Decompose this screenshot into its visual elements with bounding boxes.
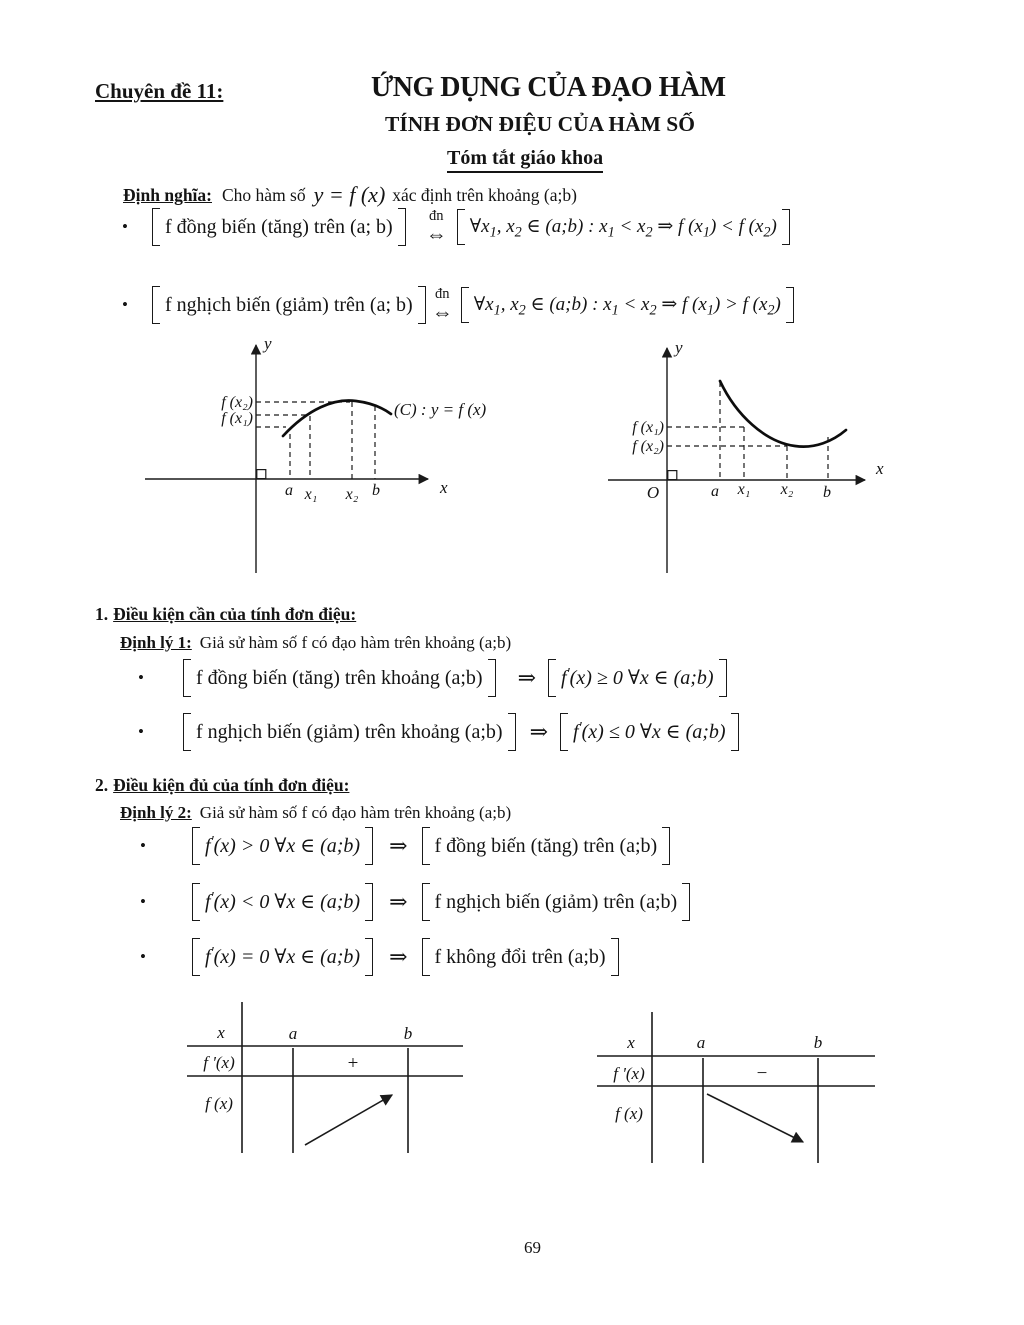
right-bracket (365, 827, 373, 865)
iff-arrow-icon: ⇔ (431, 300, 453, 325)
x-header-label: x (217, 1023, 225, 1042)
left-bracket (192, 827, 200, 865)
theorem2-line (120, 803, 511, 823)
right-bracket (365, 938, 373, 976)
right-bracket (611, 938, 619, 976)
bracket-group (152, 208, 406, 246)
right-bracket (786, 287, 794, 324)
b-tick-label: b (372, 482, 380, 499)
bracket-group (422, 938, 619, 976)
x2-tick-label: x₂ (345, 486, 359, 503)
right-bracket (682, 883, 690, 921)
theorem1-increasing-row (138, 659, 727, 697)
definition-intro-post: xác định trên khoảng (a;b) (392, 185, 577, 205)
left-bracket (152, 208, 160, 246)
left-bracket (183, 713, 191, 751)
statement-text: f đồng biến (tăng) trên (a; b) (165, 216, 393, 238)
right-bracket (782, 209, 790, 246)
f-row-label: f (x) (205, 1094, 233, 1113)
right-bracket (731, 713, 739, 751)
definition-formula: y = f (x) (313, 182, 386, 207)
theorem2-text: Giả sử hàm số f có đạo hàm trên khoảng (a;b) (199, 803, 512, 822)
theorem2-positive-row (140, 827, 670, 865)
formula-text: f'(x) ≤ 0 ∀x ∈ (a;b) (573, 719, 726, 743)
definition-decreasing-row (122, 286, 794, 324)
a-tick-label: a (711, 483, 719, 500)
bullet-icon: • (138, 722, 144, 741)
statement-text: f nghịch biến (giảm) trên (a; b) (165, 294, 413, 316)
dashed-guides (667, 382, 828, 480)
section2-title: Điều kiện đủ của tính đơn điệu: (113, 775, 350, 795)
a-tick-label: a (285, 482, 293, 499)
sign-value: − (756, 1063, 768, 1084)
curve-label: (C) : y = f (x) (394, 400, 487, 419)
bracket-group (548, 659, 727, 697)
b-column-label: b (813, 1033, 823, 1052)
bullet-icon: • (122, 217, 128, 236)
y-axis-label: y (264, 334, 272, 353)
f-x1-label: f (x₁) (632, 419, 664, 436)
theorem2-negative-row (140, 883, 690, 921)
theorem1-text: Giả sử hàm số f có đạo hàm trên khoảng (a;b) (199, 633, 512, 652)
left-bracket (461, 287, 469, 324)
left-bracket (560, 713, 568, 751)
subtitle: TÍNH ĐƠN ĐIỆU CỦA HÀM SỐ (385, 112, 695, 136)
f-prime-row-label: f '(x) (613, 1064, 645, 1083)
implies-arrow-icon: ⇒ (389, 833, 408, 858)
left-bracket (422, 827, 430, 865)
bullet-icon: • (140, 836, 146, 855)
bracket-group (152, 286, 426, 324)
graph-increasing (120, 333, 520, 583)
variation-table-increasing (170, 995, 480, 1165)
right-bracket (719, 659, 727, 697)
implies-arrow-icon: ⇒ (529, 719, 548, 744)
x2-tick-label: x₂ (780, 481, 794, 498)
b-tick-label: b (823, 484, 831, 501)
right-bracket (398, 208, 406, 246)
variation-table-decreasing (580, 1000, 890, 1180)
theorem1-decreasing-row (138, 713, 739, 751)
formula-text: f'(x) ≥ 0 ∀x ∈ (a;b) (561, 665, 714, 689)
definition-intro-pre: Cho hàm số (222, 185, 306, 205)
implies-arrow-icon: ⇒ (389, 944, 408, 969)
theorem2-label: Định lý 2: (120, 803, 192, 822)
implies-arrow-icon: ⇒ (517, 665, 537, 690)
bracket-group (457, 209, 790, 246)
x-axis-label: x (440, 478, 448, 497)
definition-label: Định nghĩa: (123, 185, 212, 205)
bracket-group (560, 713, 739, 751)
statement-text: f nghịch biến (giảm) trên khoảng (a;b) (196, 721, 503, 743)
left-bracket (548, 659, 556, 697)
function-curve (720, 381, 846, 447)
sign-value: + (347, 1053, 359, 1074)
statement-text: f đồng biến (tăng) trên (a;b) (434, 835, 658, 857)
section1-heading (95, 604, 356, 625)
left-bracket (152, 286, 160, 324)
bullet-icon: • (138, 668, 144, 687)
right-bracket (508, 713, 516, 751)
formula-text: $\forall x_1$, $x_2$ ∈ (a;b) : $x_1 < x_2$ ⇒ f $(x_1) < f$ $(x_2)$ (469, 215, 777, 241)
left-bracket (192, 883, 200, 921)
dashed-guides (256, 402, 375, 479)
formula-text: f'(x) > 0 ∀x ∈ (a;b) (205, 833, 361, 857)
page-number: 69 (524, 1238, 541, 1257)
topic-label: Chuyên đề 11: (95, 79, 224, 103)
left-bracket (422, 883, 430, 921)
right-bracket (488, 659, 496, 697)
x1-tick-label: x₁ (304, 486, 318, 503)
bracket-group (422, 827, 671, 865)
x-header-label: x (627, 1033, 635, 1052)
bracket-group (192, 938, 373, 976)
origin-label: O (646, 483, 660, 502)
bracket-group (183, 659, 496, 697)
table-grid (597, 1012, 875, 1163)
right-bracket (418, 286, 426, 324)
left-bracket (457, 209, 465, 246)
theorem1-line (120, 633, 511, 653)
b-column-label: b (403, 1024, 413, 1043)
f-row-label: f (x) (615, 1104, 643, 1123)
formula-text: f'(x) < 0 ∀x ∈ (a;b) (205, 889, 361, 913)
right-angle-marker (257, 470, 266, 479)
x1-tick-label: x₁ (737, 481, 751, 498)
iff-arrow-icon: ⇔ (425, 222, 447, 247)
bullet-icon: • (140, 947, 146, 966)
summary-heading: Tóm tắt giáo khoa (447, 147, 603, 173)
statement-text: f đồng biến (tăng) trên khoảng (a;b) (196, 667, 483, 689)
right-bracket (662, 827, 670, 865)
statement-text: f không đổi trên (a;b) (434, 946, 606, 968)
bracket-group (183, 713, 516, 751)
increasing-arrow-icon (305, 1095, 392, 1145)
f-prime-row-label: f '(x) (203, 1053, 235, 1072)
right-angle-marker (668, 471, 677, 480)
x-axis-label: x (876, 459, 884, 478)
statement-text: f nghịch biến (giảm) trên (a;b) (434, 891, 678, 913)
formula-text: f'(x) = 0 ∀x ∈ (a;b) (205, 944, 361, 968)
graph-decreasing (590, 335, 920, 580)
section1-title: Điều kiện cần của tính đơn điệu: (113, 604, 357, 624)
bullet-icon: • (140, 892, 146, 911)
theorem2-zero-row (140, 938, 619, 976)
definition-increasing-row (122, 208, 790, 246)
f-x2-label: f (x₂) (221, 394, 253, 411)
section2-number: 2. (95, 775, 109, 795)
left-bracket (422, 938, 430, 976)
dn-iff-stack (426, 209, 447, 246)
a-column-label: a (696, 1033, 706, 1052)
dn-iff-stack (432, 287, 453, 324)
theorem1-label: Định lý 1: (120, 633, 192, 652)
f-x2-label: f (x₂) (632, 438, 664, 455)
dn-label: đn (428, 207, 444, 224)
decreasing-arrow-icon (707, 1094, 803, 1142)
f-x1-label: f (x₁) (221, 410, 253, 427)
table-grid (187, 1002, 463, 1153)
y-axis-label: y (675, 338, 683, 357)
bracket-group (422, 883, 691, 921)
main-title: ỨNG DỤNG CỦA ĐẠO HÀM (371, 72, 726, 103)
implies-arrow-icon: ⇒ (389, 889, 408, 914)
dn-label: đn (434, 285, 450, 302)
bracket-group (461, 287, 794, 324)
right-bracket (365, 883, 373, 921)
bracket-group (192, 883, 373, 921)
a-column-label: a (288, 1024, 298, 1043)
section2-heading (95, 775, 349, 796)
bullet-icon: • (122, 295, 128, 314)
definition-line (123, 181, 577, 207)
left-bracket (192, 938, 200, 976)
section1-number: 1. (95, 604, 109, 624)
bracket-group (192, 827, 373, 865)
left-bracket (183, 659, 191, 697)
formula-text: $\forall x_1$, $x_2$ ∈ (a;b) : $x_1 < x_2$ ⇒ f $(x_1) > f$ $(x_2)$ (473, 293, 781, 319)
